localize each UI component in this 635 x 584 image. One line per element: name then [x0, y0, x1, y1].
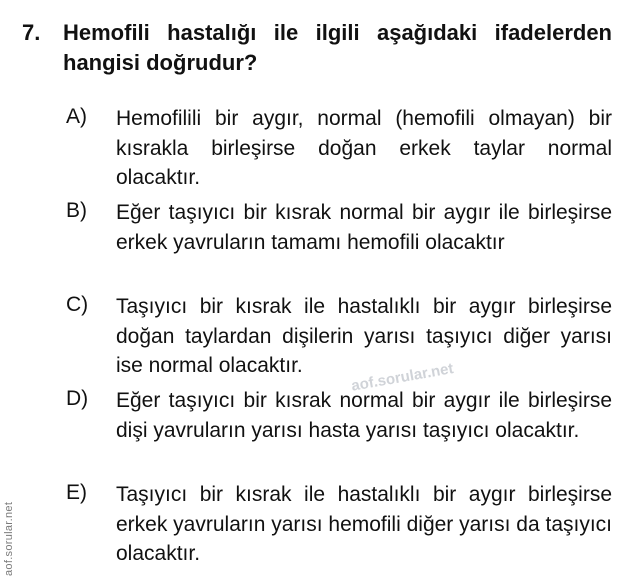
option-a-text: Hemofilili bir aygır, normal (hemofili olmayan) bir kısrakla birleşirse doğan erkek taylar normal olacaktır. [116, 107, 612, 189]
answer-options [66, 102, 612, 572]
side-watermark: aof.sorular.net [3, 501, 15, 576]
option-c-text: Taşıyıcı bir kısrak ile hastalıklı bir aygır birleşirse doğan taylardan dişilerin yarısı taşıyıcı diğer yarısı ise normal olacaktır. [116, 295, 612, 377]
question-number: 7. [22, 20, 41, 45]
option-d-text: Eğer taşıyıcı bir kısrak normal bir aygır ile birleşirse dişi yavruların yarısı hasta yarısı taşıyıcı olacaktır. [116, 389, 612, 442]
option-a-letter: A) [66, 105, 87, 128]
option-c[interactable] [66, 290, 612, 384]
option-e-letter: E) [66, 481, 87, 504]
center-watermark: aof.sorular.net [350, 360, 455, 395]
option-b-text: Eğer taşıyıcı bir kısrak normal bir aygır ile birleşirse erkek yavruların tamamı hemofili olacaktır [116, 201, 612, 254]
option-b[interactable] [66, 196, 612, 290]
option-a[interactable] [66, 102, 612, 196]
option-c-letter: C) [66, 293, 89, 316]
option-d-letter: D) [66, 387, 89, 410]
question-text: Hemofili hastalığı ile ilgili aşağıdaki ifadelerden hangisi doğrudur? [63, 20, 612, 75]
option-e[interactable] [66, 478, 612, 572]
option-d[interactable] [66, 384, 612, 478]
option-b-letter: B) [66, 199, 87, 222]
option-e-text: Taşıyıcı bir kısrak ile hastalıklı bir aygır birleşirse erkek yavruların yarısı hemofili diğer yarısı da taşıyıcı olacaktır. [116, 483, 613, 565]
